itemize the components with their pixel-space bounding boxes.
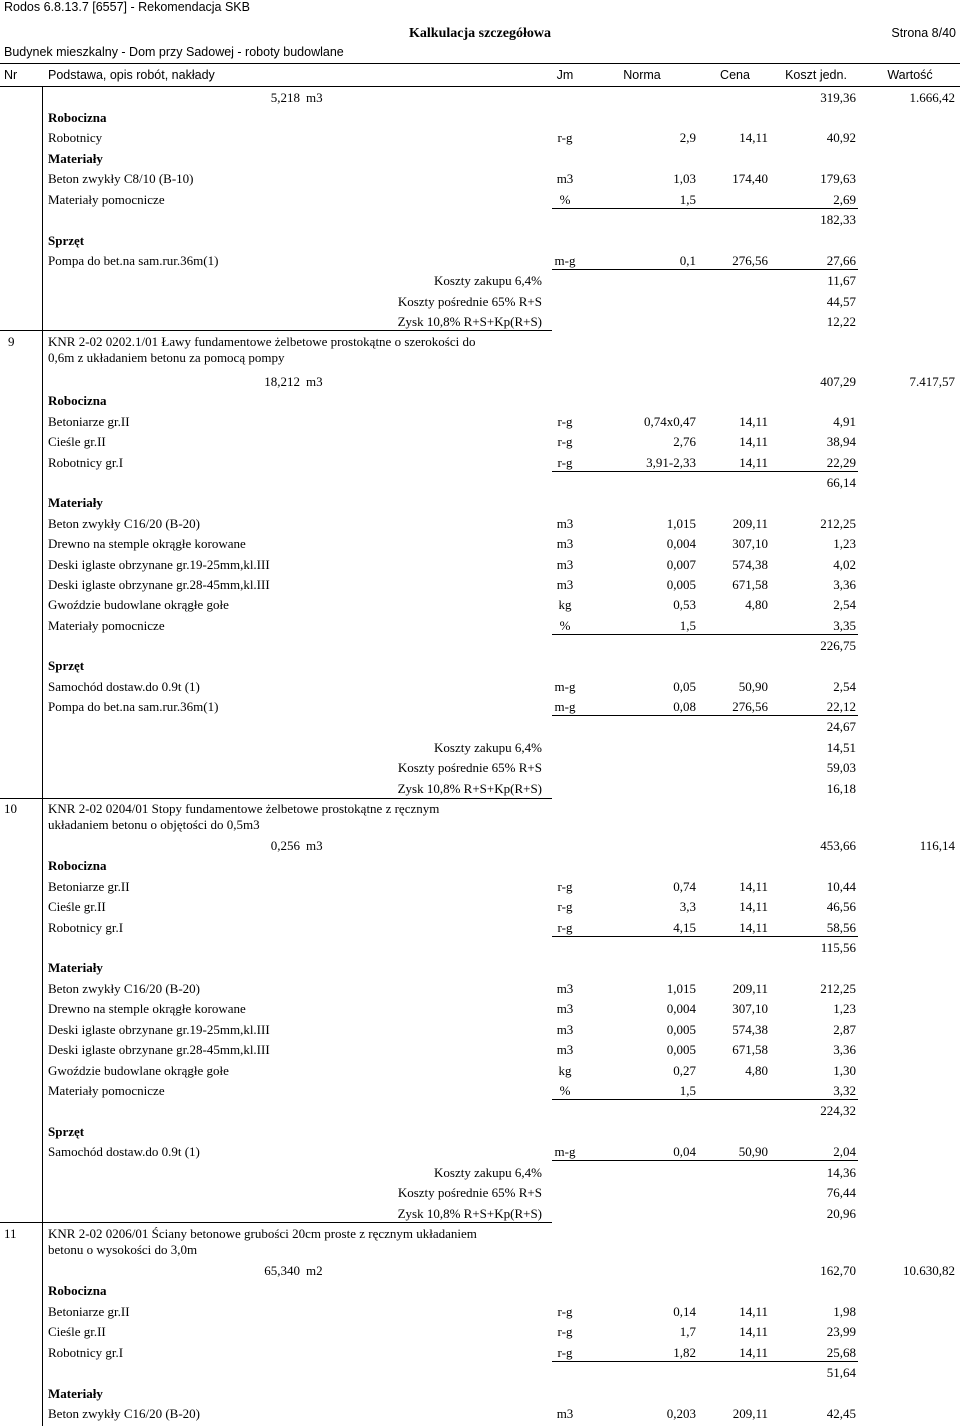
item-11-labor-cost: 1,98 <box>833 1304 856 1319</box>
item-9-equipment-price: 50,90 <box>738 679 768 694</box>
item-11-qty: 65,340 <box>264 1263 300 1278</box>
item-9-material-name: Deski iglaste obrzynane gr.28-45mm,kl.III <box>48 577 270 592</box>
item-8-overhead-label: Koszty pośrednie 65% R+S <box>397 294 542 309</box>
item-11-description: KNR 2-02 0206/01 Ściany betonowe grubości 20cm proste z ręcznym układaniem <box>48 1226 477 1241</box>
item-11-labor-norm: 0,14 <box>673 1304 696 1319</box>
item-9-material-cost: 2,54 <box>833 597 856 612</box>
item-8-close-rule <box>42 330 552 331</box>
item-10-material-cost: 1,30 <box>833 1063 856 1078</box>
item-10-description-cont: układaniem betonu o objętości do 0,5m3 <box>48 817 260 832</box>
item-10-material-norm: 1,5 <box>679 1083 696 1098</box>
item-10-labor-cost: 58,56 <box>826 920 856 935</box>
item-9-labor-heading: Robocizna <box>48 393 107 408</box>
item-8-labor-unit: r-g <box>557 130 573 145</box>
item-8-overhead-label: Koszty zakupu 6,4% <box>434 273 542 288</box>
item-10-equipment-heading: Sprzęt <box>48 1124 85 1139</box>
item-9-value: 7.417,57 <box>909 374 955 389</box>
item-8-equipment-heading: Sprzęt <box>48 233 85 248</box>
item-9-material-price: 209,11 <box>732 516 768 531</box>
item-9-material-price: 4,80 <box>745 597 768 612</box>
item-10-material-unit: m3 <box>556 981 574 996</box>
item-10-labor-name: Cieśle gr.II <box>48 899 106 914</box>
item-10-labor-price: 14,11 <box>739 879 768 894</box>
item-9-equipment-unit: m-g <box>554 679 576 694</box>
item-9-material-norm: 0,007 <box>666 557 696 572</box>
item-10-overhead-label: Zysk 10,8% R+S+Kp(R+S) <box>397 1206 542 1221</box>
item-9-material-norm: 0,004 <box>666 536 696 551</box>
item-10-materials-heading: Materiały <box>48 960 103 975</box>
item-11-labor-price: 14,11 <box>739 1304 768 1319</box>
item-10-labor-norm: 3,3 <box>679 899 696 914</box>
item-9-material-norm: 0,005 <box>666 577 696 592</box>
item-10-material-unit: m3 <box>556 1042 574 1057</box>
item-11-labor-cost: 25,68 <box>826 1345 856 1360</box>
item-8-equipment-cost: 27,66 <box>826 253 856 268</box>
item-9-equipment-name: Pompa do bet.na sam.rur.36m(1) <box>48 699 219 714</box>
document-title: Kalkulacja szczegółowa <box>409 26 551 41</box>
item-9-material-name: Gwoździe budowlane okrągłe gołe <box>48 597 229 612</box>
item-8-qty: 5,218 <box>270 90 300 105</box>
item-9-qty: 18,212 <box>264 374 300 389</box>
item-10-material-price: 4,80 <box>745 1063 768 1078</box>
item-9-materials-rule <box>552 634 858 635</box>
item-9-labor-name: Betoniarze gr.II <box>48 414 130 429</box>
item-8-labor-name: Robotnicy <box>48 130 103 145</box>
item-9-material-unit: m3 <box>556 557 574 572</box>
item-10-labor-total: 115,56 <box>820 940 856 955</box>
item-9-labor-unit: r-g <box>557 414 573 429</box>
item-9-equipment-name: Samochód dostaw.do 0.9t (1) <box>48 679 200 694</box>
item-9-overhead-label: Zysk 10,8% R+S+Kp(R+S) <box>397 781 542 796</box>
item-8-material-cost: 179,63 <box>820 171 856 186</box>
item-10-material-cost: 3,32 <box>833 1083 856 1098</box>
item-9-equipment-total: 24,67 <box>826 719 856 734</box>
item-9-equipment-norm: 0,08 <box>673 699 696 714</box>
item-10-material-price: 209,11 <box>732 981 768 996</box>
item-10-overhead-label: Koszty pośrednie 65% R+S <box>397 1185 542 1200</box>
item-8-overhead-label: Zysk 10,8% R+S+Kp(R+S) <box>397 314 542 329</box>
item-11-labor-total: 51,64 <box>826 1365 856 1380</box>
item-9-labor-cost: 38,94 <box>826 434 856 449</box>
item-9-material-cost: 3,35 <box>833 618 856 633</box>
header-top-rule <box>0 63 960 64</box>
item-9-overhead-label: Koszty zakupu 6,4% <box>434 740 542 755</box>
item-11-labor-name: Robotnicy gr.I <box>48 1345 124 1360</box>
item-10-description: KNR 2-02 0204/01 Stopy fundamentowe żelbetowe prostokątne z ręcznym <box>48 801 440 816</box>
item-10-qty: 0,256 <box>270 838 300 853</box>
item-9-material-name: Drewno na stemple okrągłe korowane <box>48 536 246 551</box>
item-10-materials-rule <box>552 1099 858 1100</box>
item-10-labor-unit: r-g <box>557 879 573 894</box>
item-9-material-unit: m3 <box>556 536 574 551</box>
item-9-overhead-value: 59,03 <box>826 760 856 775</box>
item-8-qty-unit: m3 <box>306 90 323 105</box>
item-9-material-name: Beton zwykły C16/20 (B-20) <box>48 516 201 531</box>
item-11-labor-price: 14,11 <box>739 1324 768 1339</box>
item-10-material-norm: 0,27 <box>673 1063 696 1078</box>
item-11-labor-name: Cieśle gr.II <box>48 1324 106 1339</box>
item-9-labor-total: 66,14 <box>826 475 856 490</box>
item-8-overhead-value: 11,67 <box>827 273 856 288</box>
item-10-overhead-label: Koszty zakupu 6,4% <box>434 1165 542 1180</box>
item-10-material-cost: 212,25 <box>820 981 856 996</box>
item-10-labor-cost: 10,44 <box>826 879 856 894</box>
item-11-material-name: Beton zwykły C16/20 (B-20) <box>48 1406 201 1421</box>
item-10-material-unit: kg <box>558 1063 572 1078</box>
item-9-open-rule <box>0 330 42 331</box>
item-10-material-name: Deski iglaste obrzynane gr.28-45mm,kl.III <box>48 1042 270 1057</box>
item-9-overhead-value: 14,51 <box>826 740 856 755</box>
item-9-materials-total: 226,75 <box>820 638 856 653</box>
item-10-material-norm: 0,005 <box>666 1022 696 1037</box>
item-9-equipment-norm: 0,05 <box>673 679 696 694</box>
item-8-materials-rule <box>552 208 858 209</box>
item-10-material-cost: 3,36 <box>833 1042 856 1057</box>
item-9-materials-heading: Materiały <box>48 495 103 510</box>
item-10-equipment-unit: m-g <box>554 1144 576 1159</box>
item-11-labor-rule <box>552 1361 858 1362</box>
item-10-material-cost: 2,87 <box>833 1022 856 1037</box>
item-8-materials-heading: Materiały <box>48 151 103 166</box>
item-10-material-price: 307,10 <box>732 1001 768 1016</box>
item-9-equipment-rule <box>552 715 858 716</box>
item-9-labor-norm: 0,74x0,47 <box>644 414 696 429</box>
col-unit-cost: Koszt jedn. <box>785 68 847 82</box>
item-10-open-rule <box>0 798 552 799</box>
header-bottom-rule <box>0 86 960 87</box>
item-10-equipment-norm: 0,04 <box>673 1144 696 1159</box>
item-10-material-name: Drewno na stemple okrągłe korowane <box>48 1001 246 1016</box>
item-9-labor-unit: r-g <box>557 434 573 449</box>
item-8-value: 1.666,42 <box>909 90 955 105</box>
item-8-overhead-value: 44,57 <box>826 294 856 309</box>
item-8-material-unit: % <box>559 192 571 207</box>
item-10-equipment-price: 50,90 <box>738 1144 768 1159</box>
col-value: Wartość <box>887 68 933 82</box>
item-8-unit-cost: 319,36 <box>820 90 856 105</box>
item-10-material-norm: 1,015 <box>666 981 696 996</box>
item-9-qty-unit: m3 <box>306 374 323 389</box>
item-11-qty-unit: m2 <box>306 1263 323 1278</box>
item-11-open-rule <box>0 1222 552 1223</box>
col-nr: Nr <box>4 68 18 82</box>
item-11-material-norm: 0,203 <box>666 1406 696 1421</box>
item-8-materials-total: 182,33 <box>820 212 856 227</box>
item-9-material-price: 307,10 <box>732 536 768 551</box>
item-11-nr: 11 <box>4 1226 17 1241</box>
item-9-material-name: Deski iglaste obrzynane gr.19-25mm,kl.III <box>48 557 270 572</box>
item-9-labor-norm: 2,76 <box>673 434 696 449</box>
item-10-equipment-name: Samochód dostaw.do 0.9t (1) <box>48 1144 200 1159</box>
item-11-material-cost: 42,45 <box>826 1406 856 1421</box>
item-9-material-norm: 1,015 <box>666 516 696 531</box>
item-8-material-price: 174,40 <box>732 171 768 186</box>
project-name: Budynek mieszkalny - Dom przy Sadowej - roboty budowlane <box>4 45 344 59</box>
col-unit: Jm <box>556 68 574 82</box>
item-9-equipment-cost: 2,54 <box>833 679 856 694</box>
item-10-material-unit: m3 <box>556 1022 574 1037</box>
item-11-labor-heading: Robocizna <box>48 1283 107 1298</box>
item-8-equipment-unit: m-g <box>554 253 576 268</box>
item-8-material-unit: m3 <box>556 171 574 186</box>
item-9-overhead-value: 16,18 <box>826 781 856 796</box>
item-9-material-unit: m3 <box>556 516 574 531</box>
item-9-description-cont: 0,6m z układaniem betonu za pomocą pompy <box>48 350 285 365</box>
item-10-labor-cost: 46,56 <box>826 899 856 914</box>
item-9-material-cost: 3,36 <box>833 577 856 592</box>
item-9-material-norm: 0,53 <box>673 597 696 612</box>
item-9-labor-cost: 4,91 <box>833 414 856 429</box>
item-10-labor-name: Robotnicy gr.I <box>48 920 124 935</box>
item-11-materials-heading: Materiały <box>48 1386 103 1401</box>
item-10-material-norm: 0,005 <box>666 1042 696 1057</box>
item-11-labor-price: 14,11 <box>739 1345 768 1360</box>
item-9-material-norm: 1,5 <box>679 618 696 633</box>
item-9-labor-rule <box>552 471 858 472</box>
item-10-labor-name: Betoniarze gr.II <box>48 879 130 894</box>
item-9-labor-cost: 22,29 <box>826 455 856 470</box>
item-11-labor-norm: 1,7 <box>679 1324 696 1339</box>
item-9-material-unit: % <box>559 618 571 633</box>
item-10-equipment-rule <box>552 1160 858 1161</box>
item-10-material-name: Materiały pomocnicze <box>48 1083 165 1098</box>
item-10-labor-unit: r-g <box>557 920 573 935</box>
item-11-labor-norm: 1,82 <box>673 1345 696 1360</box>
item-8-labor-heading: Robocizna <box>48 110 107 125</box>
item-11-unit-cost: 162,70 <box>820 1263 856 1278</box>
item-10-material-name: Gwoździe budowlane okrągłe gołe <box>48 1063 229 1078</box>
col-basis: Podstawa, opis robót, nakłady <box>48 68 215 82</box>
item-8-material-norm: 1,5 <box>679 192 696 207</box>
item-10-labor-rule <box>552 936 858 937</box>
item-11-description-cont: betonu o wysokości do 3,0m <box>48 1242 198 1257</box>
item-9-material-price: 574,38 <box>732 557 768 572</box>
item-8-labor-norm: 2,9 <box>679 130 696 145</box>
item-10-material-name: Deski iglaste obrzynane gr.19-25mm,kl.III <box>48 1022 270 1037</box>
item-8-material-cost: 2,69 <box>833 192 856 207</box>
item-9-equipment-cost: 22,12 <box>826 699 856 714</box>
col-price: Cena <box>720 68 750 82</box>
item-9-material-cost: 1,23 <box>833 536 856 551</box>
item-8-labor-price: 14,11 <box>739 130 768 145</box>
item-9-labor-name: Cieśle gr.II <box>48 434 106 449</box>
item-10-overhead-value: 14,36 <box>826 1165 856 1180</box>
item-8-material-name: Materiały pomocnicze <box>48 192 165 207</box>
item-8-equipment-price: 276,56 <box>732 253 768 268</box>
item-10-material-name: Beton zwykły C16/20 (B-20) <box>48 981 201 996</box>
item-10-value: 116,14 <box>919 838 955 853</box>
item-10-material-norm: 0,004 <box>666 1001 696 1016</box>
item-9-equipment-unit: m-g <box>554 699 576 714</box>
item-8-material-name: Beton zwykły C8/10 (B-10) <box>48 171 194 186</box>
item-11-labor-unit: r-g <box>557 1324 573 1339</box>
item-10-overhead-value: 76,44 <box>826 1185 856 1200</box>
item-9-equipment-heading: Sprzęt <box>48 658 85 673</box>
item-9-labor-price: 14,11 <box>739 414 768 429</box>
item-11-material-price: 209,11 <box>732 1406 768 1421</box>
col-divider-nr <box>42 86 43 1426</box>
item-9-nr: 9 <box>8 334 15 349</box>
item-10-overhead-value: 20,96 <box>826 1206 856 1221</box>
item-10-labor-norm: 4,15 <box>673 920 696 935</box>
item-10-nr: 10 <box>4 801 17 816</box>
item-8-equipment-name: Pompa do bet.na sam.rur.36m(1) <box>48 253 219 268</box>
item-8-equipment-norm: 0,1 <box>679 253 696 268</box>
item-11-labor-unit: r-g <box>557 1345 573 1360</box>
item-9-labor-price: 14,11 <box>739 455 768 470</box>
col-norm: Norma <box>623 68 661 82</box>
app-title: Rodos 6.8.13.7 [6557] - Rekomendacja SKB <box>4 0 250 14</box>
item-10-labor-unit: r-g <box>557 899 573 914</box>
item-8-labor-cost: 40,92 <box>826 130 856 145</box>
item-10-equipment-cost: 2,04 <box>833 1144 856 1159</box>
item-10-material-price: 574,38 <box>732 1022 768 1037</box>
item-8-overhead-value: 12,22 <box>826 314 856 329</box>
item-10-labor-price: 14,11 <box>739 899 768 914</box>
item-9-labor-name: Robotnicy gr.I <box>48 455 124 470</box>
item-10-material-unit: % <box>559 1083 571 1098</box>
item-10-labor-norm: 0,74 <box>673 879 696 894</box>
item-10-qty-unit: m3 <box>306 838 323 853</box>
item-11-labor-unit: r-g <box>557 1304 573 1319</box>
item-9-labor-norm: 3,91-2,33 <box>646 455 696 470</box>
item-9-material-price: 671,58 <box>732 577 768 592</box>
item-11-labor-cost: 23,99 <box>826 1324 856 1339</box>
item-9-equipment-price: 276,56 <box>732 699 768 714</box>
item-10-labor-heading: Robocizna <box>48 858 107 873</box>
item-9-overhead-label: Koszty pośrednie 65% R+S <box>397 760 542 775</box>
item-8-equipment-rule <box>552 269 858 270</box>
item-10-material-unit: m3 <box>556 1001 574 1016</box>
item-9-labor-unit: r-g <box>557 455 573 470</box>
item-9-material-name: Materiały pomocnicze <box>48 618 165 633</box>
item-11-material-unit: m3 <box>556 1406 574 1421</box>
item-10-labor-price: 14,11 <box>739 920 768 935</box>
item-9-unit-cost: 407,29 <box>820 374 856 389</box>
item-9-material-cost: 4,02 <box>833 557 856 572</box>
item-9-material-unit: m3 <box>556 577 574 592</box>
item-10-material-price: 671,58 <box>732 1042 768 1057</box>
item-11-labor-name: Betoniarze gr.II <box>48 1304 130 1319</box>
item-11-value: 10.630,82 <box>903 1263 955 1278</box>
item-8-material-norm: 1,03 <box>673 171 696 186</box>
item-10-materials-total: 224,32 <box>820 1103 856 1118</box>
item-10-material-cost: 1,23 <box>833 1001 856 1016</box>
item-10-unit-cost: 453,66 <box>820 838 856 853</box>
page-number: Strona 8/40 <box>891 26 956 40</box>
item-9-material-unit: kg <box>558 597 572 612</box>
item-9-material-cost: 212,25 <box>820 516 856 531</box>
item-9-labor-price: 14,11 <box>739 434 768 449</box>
item-9-description: KNR 2-02 0202.1/01 Ławy fundamentowe żelbetowe prostokątne o szerokości do <box>48 334 476 349</box>
